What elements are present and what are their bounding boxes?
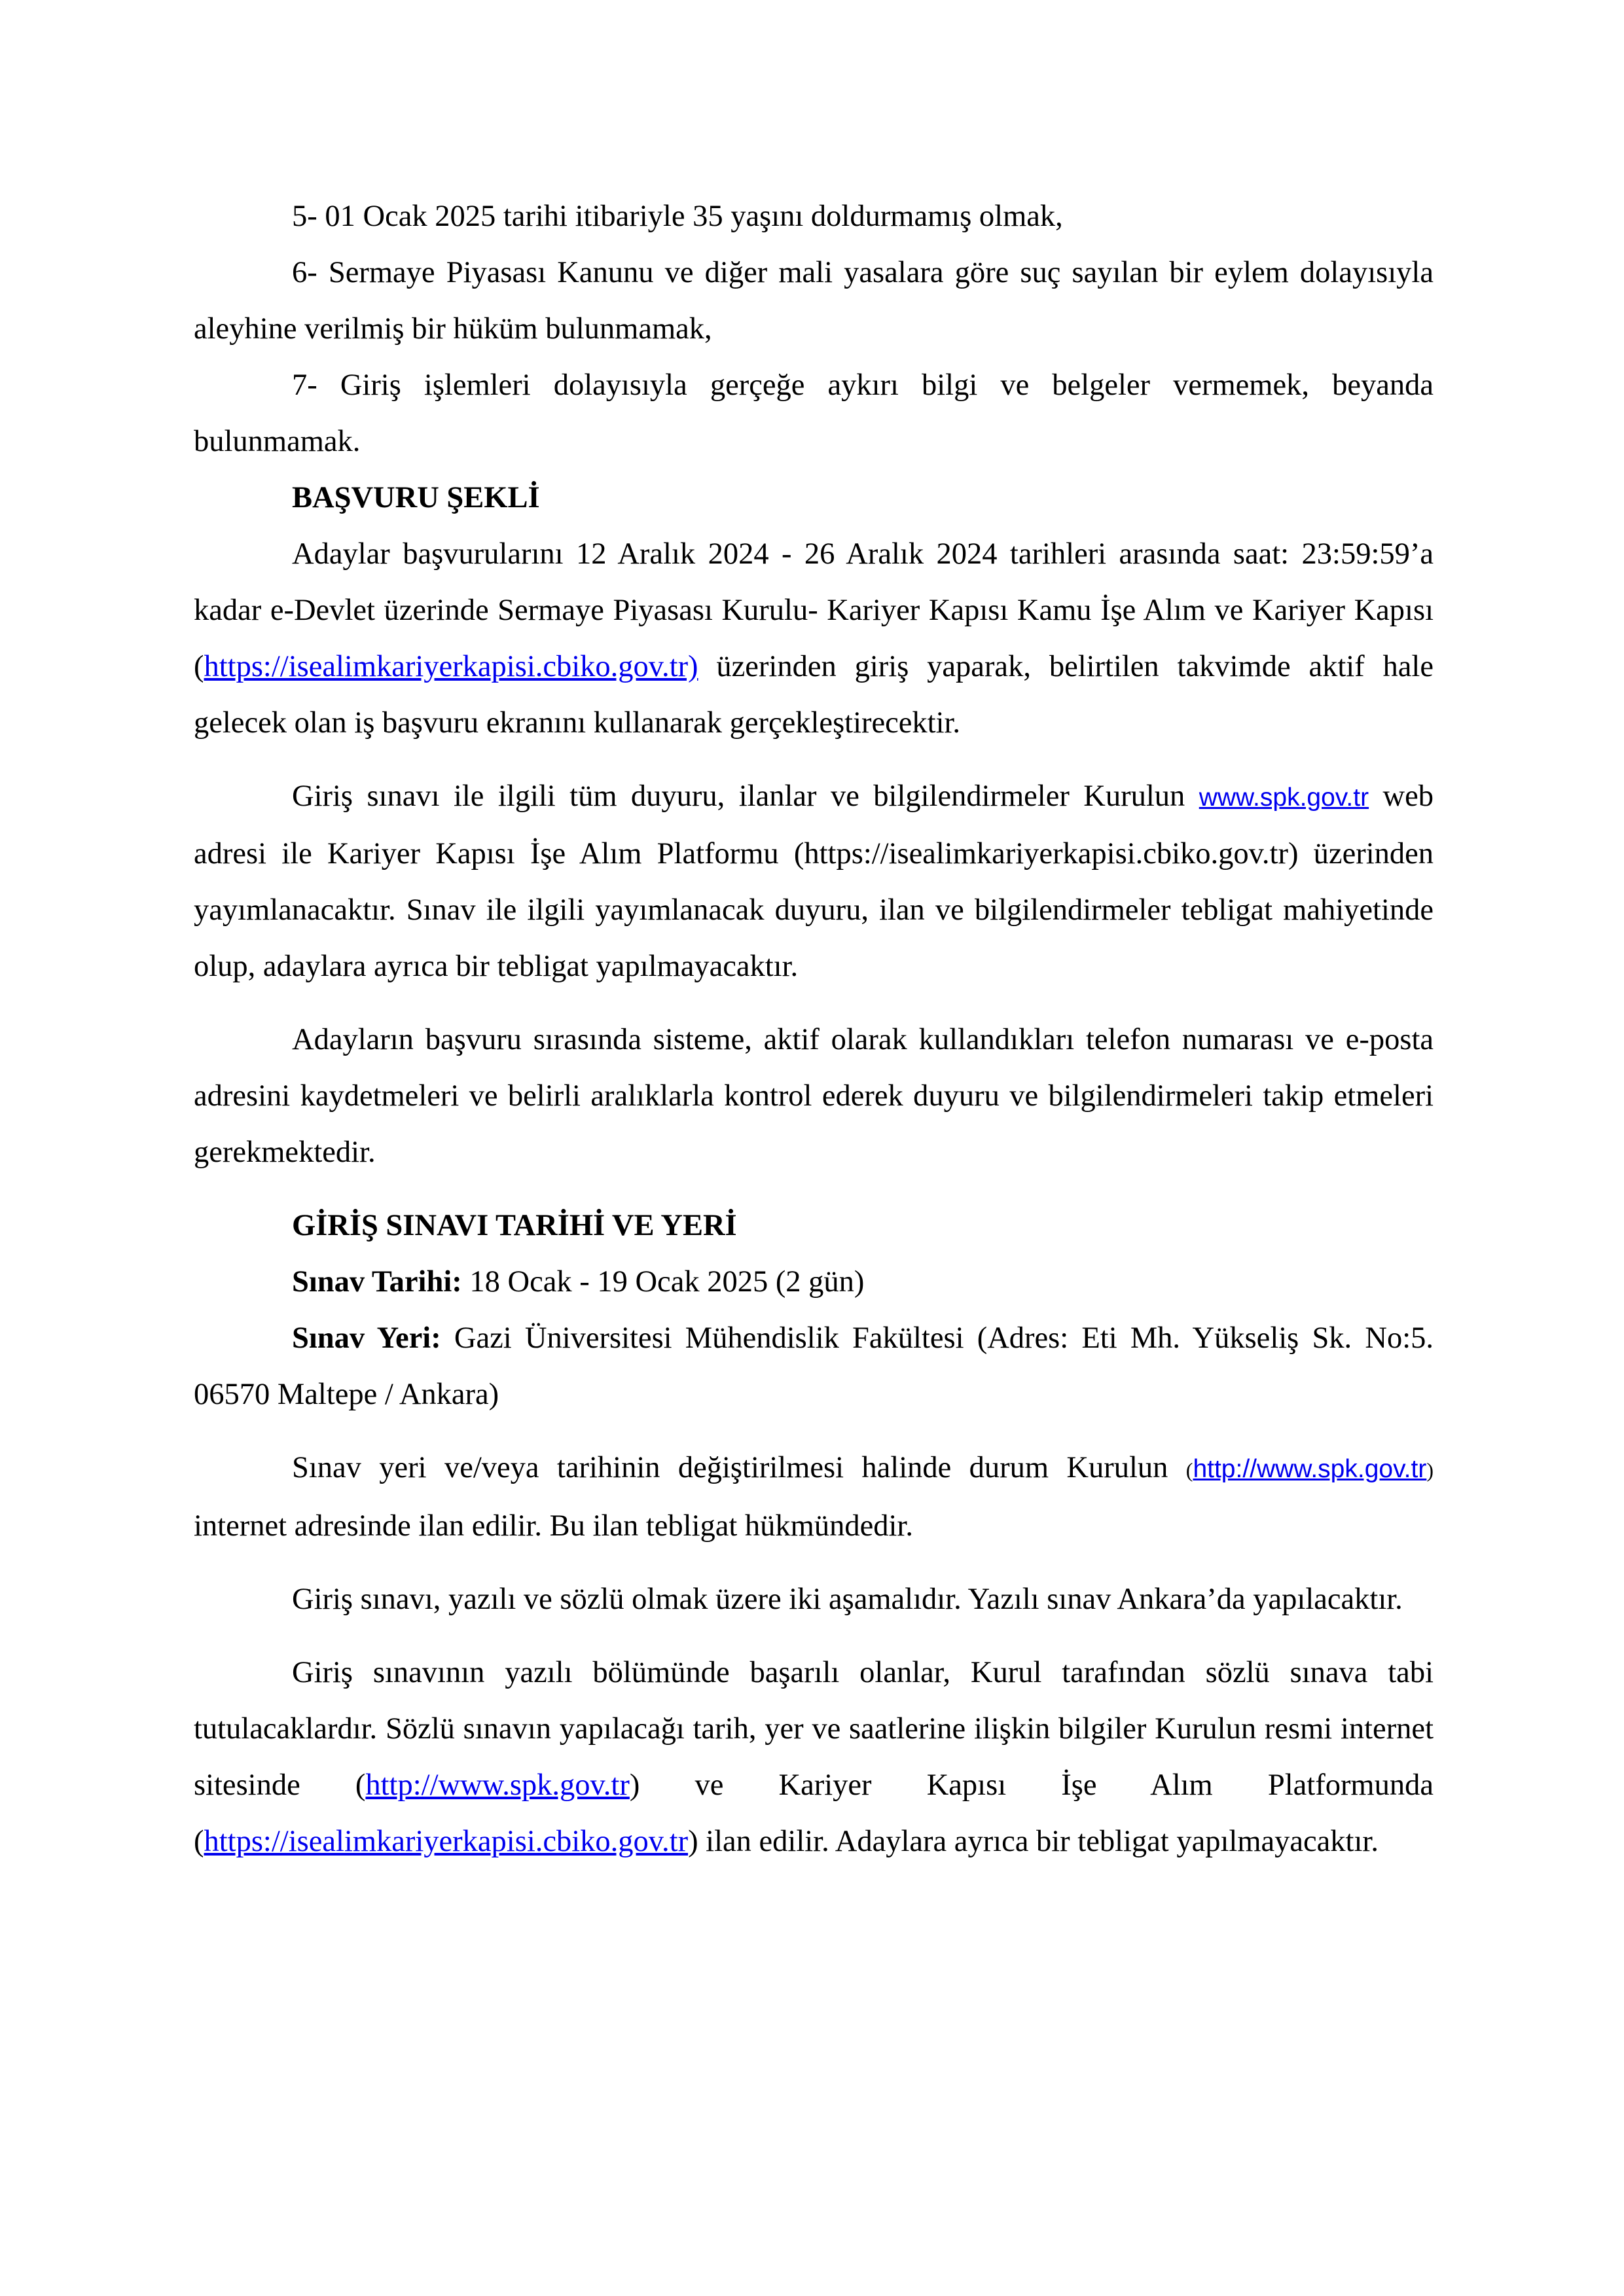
spk-web-link[interactable]: www.spk.gov.tr <box>1199 783 1369 812</box>
basvuru-heading: BAŞVURU ŞEKLİ <box>292 481 540 514</box>
basvuru-p2-text: Giriş sınavı ile ilgili tüm duyuru, ilanlar ve bilgilendirmeler Kurulun <box>292 780 1199 813</box>
sinav-change-text-end: internet adresinde ilan edilir. Bu ilan tebligat hükmündedir. <box>194 1509 913 1543</box>
sinav-place-label: Sınav Yeri: <box>292 1321 441 1355</box>
kariyer-platform-link[interactable]: https://isealimkariyerkapisi.cbiko.gov.tr <box>204 1825 689 1858</box>
paren-open: ( <box>1185 1458 1193 1482</box>
sinav-date-label: Sınav Tarihi: <box>292 1265 462 1299</box>
sinav-change-notice <box>194 1440 1434 1554</box>
basvuru-paragraph-3: Adayların başvuru sırasında sisteme, aktif olarak kullandıkları telefon numarası ve e-posta adresini kaydetmeleri ve belirli aralıklarla kontrol ederek duyuru ve bilgilendirmeleri takip etmeleri gerekmektedir. <box>194 1023 1434 1169</box>
sinav-stages: Giriş sınavı, yazılı ve sözlü olmak üzere iki aşamalıdır. Yazılı sınav Ankara’da yapılacaktır. <box>292 1583 1403 1616</box>
basvuru-p1-text: Adaylar başvurularını 12 Aralık 2024 - 26 Aralık 2024 tarihleri arasında saat: 23:59:59’a kadar e-Devlet üzerinde Sermaye Piyasası Kurulu- Kariyer Kapısı Kamu İşe Alım ve Kariyer Kapısı ( <box>194 537 1434 683</box>
paren-close: ) <box>1426 1458 1434 1482</box>
basvuru-paragraph-2 <box>194 768 1434 995</box>
basvuru-p2-text-end: web adresi ile Kariyer Kapısı İşe Alım Platformu (https://isealimkariyerkapisi.cbiko.gov.tr) üzerinden yayımlanacaktır. Sınav ile ilgili yayımlanacak duyuru, ilan ve bilgilendirmeler tebligat mahiyetinde olup, adaylara ayrıca bir tebligat yapılmayacaktır. <box>194 780 1434 983</box>
spk-resmi-site-link[interactable]: http://www.spk.gov.tr <box>365 1768 630 1802</box>
sinav-place-value: Gazi Üniversitesi Mühendislik Fakültesi (Adres: Eti Mh. Yükseliş Sk. No:5. 06570 Maltepe / Ankara) <box>194 1321 1434 1411</box>
basvuru-p1-text-end: üzerinden giriş yaparak, belirtilen takvimde aktif hale gelecek olan iş başvuru ekranını kullanarak gerçekleştirecektir. <box>194 650 1434 740</box>
sinav-oral-text: Giriş sınavının yazılı bölümünde başarılı olanlar, Kurul tarafından sözlü sınava tabi tutulacaklardır. Sözlü sınavın yapılacağı tarih, yer ve saatlerine ilişkin bilgiler Kurulun resmi internet sitesinde ( <box>194 1656 1434 1802</box>
spk-internet-link[interactable]: http://www.spk.gov.tr <box>1193 1455 1427 1483</box>
sinav-date <box>194 1254 1434 1310</box>
sinav-oral-text-mid: ) ve Kariyer Kapısı İşe Alım Platformunda ( <box>194 1768 1434 1858</box>
sinav-heading: GİRİŞ SINAVI TARİHİ VE YERİ <box>292 1209 737 1242</box>
basvuru-paragraph-1 <box>194 526 1434 751</box>
sinav-oral-info <box>194 1645 1434 1870</box>
sinav-place <box>194 1310 1434 1423</box>
condition-6: 6- Sermaye Piyasası Kanunu ve diğer mali yasalara göre suç sayılan bir eylem dolayısıyla aleyhine verilmiş bir hüküm bulunmamak, <box>194 256 1434 346</box>
condition-7: 7- Giriş işlemleri dolayısıyla gerçeğe aykırı bilgi ve belgeler vermemek, beyanda bulunmamak. <box>194 368 1434 458</box>
sinav-oral-text-end: ) ilan edilir. Adaylara ayrıca bir tebligat yapılmayacaktır. <box>688 1825 1379 1858</box>
document-body <box>194 188 1434 1870</box>
kariyer-kapisi-link[interactable]: https://isealimkariyerkapisi.cbiko.gov.tr) <box>204 650 698 683</box>
sinav-date-value: 18 Ocak - 19 Ocak 2025 (2 gün) <box>461 1265 865 1299</box>
sinav-change-text: Sınav yeri ve/veya tarihinin değiştirilmesi halinde durum Kurulun <box>292 1451 1186 1484</box>
condition-5: 5- 01 Ocak 2025 tarihi itibariyle 35 yaşını doldurmamış olmak, <box>292 200 1063 233</box>
